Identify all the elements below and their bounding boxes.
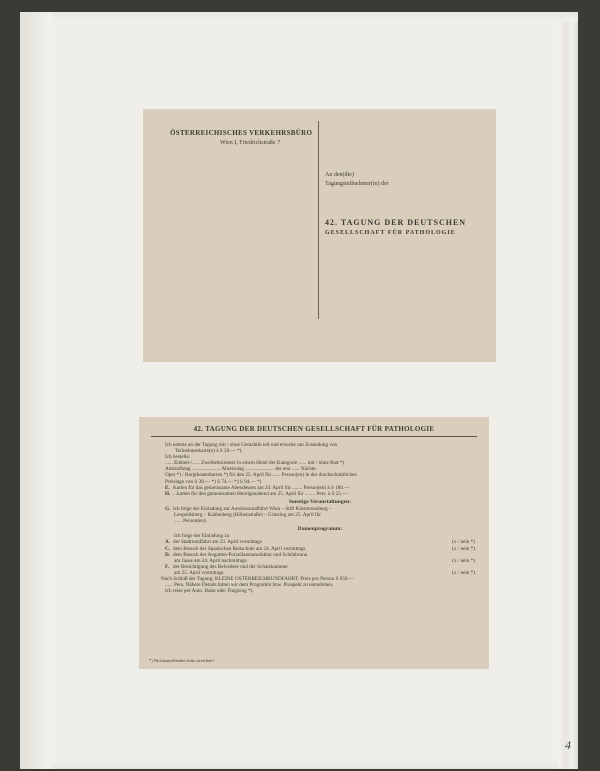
conference-line-1: 42. TAGUNG DER DEUTSCHEN (325, 218, 467, 227)
form-line: ...... Einbett-/...... Zweibettzimmer in einem Hotel der Kategorie ...... mit / ohne Bad *) (165, 460, 345, 467)
conference-line-2: GESELLSCHAFT FÜR PATHOLOGIE (325, 230, 456, 236)
ladies-item-d: D. dem Besuch der Augarten-Porzellanmanufaktur und Schönbrunn (165, 551, 308, 558)
form-item-h: H. ...karten für den gemeinsamen Heurigenabend am 25. April für ........ Pers. à S 25.— (165, 490, 348, 497)
ladies-item-f-cont: am 25. April vormittags (x / nein *) (174, 569, 475, 576)
sender-address: Wien I, Friedrichstraße 7 (220, 140, 281, 146)
sender-name: ÖSTERREICHISCHES VERKEHRSBÜRO (170, 129, 313, 137)
recipient-line-2: Tagungsteilnehmer(in) der (325, 181, 389, 187)
form-item-e: E. Karten für das gemeinsame Abendessen am 24. April für ........ Person(en) à S 180.— (165, 484, 350, 491)
recipient-line-1: An den(die) (325, 172, 354, 178)
closing-line: Nach Schluß der Tagung: KLEINE ÖSTERREICHRUNDFAHRT. Preis pro Person S 650.— (161, 575, 354, 582)
form-line: Teilnehmerkarte(n) à S 20.— *). (175, 448, 243, 455)
form-footnote: *) Nichtzutreffendes bitte streichen! (149, 658, 215, 663)
page-edge (558, 22, 578, 769)
heading-other-events: Sonstige Veranstaltungen: (288, 498, 352, 505)
form-item-g-cont: Leopoldsberg – Kahlenberg (Höhenstraße) – Grinzing am 25. April für (174, 512, 322, 519)
form-line: Ich bestelle: (165, 454, 191, 461)
registration-form (139, 417, 489, 669)
postcard (143, 109, 496, 362)
form-line: Ich nehme an der Tagung mit / ohne Gemahlin teil und ersuche um Zusendung von (165, 442, 338, 448)
closing-line: Ich reise per Auto, Bahn oder Flugzeug *). (165, 588, 254, 595)
postcard-divider (318, 121, 319, 319)
form-line: Ankunftstag ...................... Abreisetag ...................... der erst ...... Nächte. (165, 466, 317, 473)
ladies-item-d-cont: am Jause am 24. April nachmittags (x / nein *) (174, 557, 475, 564)
album-page (20, 12, 578, 769)
ladies-item-f: F. der Besichtigung des Belvedere und der Schatzkammer (165, 563, 288, 570)
form-item-g: G. Ich folge der Einladung zur Autobusrundfahrt Wien – Stift Klosterneuburg – (165, 505, 332, 512)
closing-line: ...... Pers. Nähere Details bitten wir dem Programm bzw. Prospekt zu entnehmen. (165, 582, 334, 589)
form-item-g-cont: ...... Person(en). (174, 518, 207, 525)
form-title-rule (151, 436, 477, 437)
form-line: Oper *) / Burgtheaterkarten *) für den 25. April für ...... Person(en) in der durchschnittlichen (165, 472, 357, 479)
form-title: 42. TAGUNG DER DEUTSCHEN GESELLSCHAFT FÜR PATHOLOGIE (193, 425, 435, 433)
page-number: 4 (565, 738, 571, 752)
heading-ladies-program: Damenprogramm: (297, 526, 343, 533)
form-line: Preislage von S 30.— *) S 74.— *) S 94.— *) (165, 478, 262, 485)
form-body (161, 442, 475, 595)
ladies-item-a: A. der Stadtrundfahrt am 23. April vormittags (x / nein *) (165, 539, 475, 546)
page-spine (20, 12, 52, 769)
ladies-intro: Ich folge der Einladung zu (174, 533, 230, 540)
ladies-item-c: C. dem Besuch der Spanischen Reitschule am 24. April vormittags (x / nein *) (165, 545, 475, 552)
